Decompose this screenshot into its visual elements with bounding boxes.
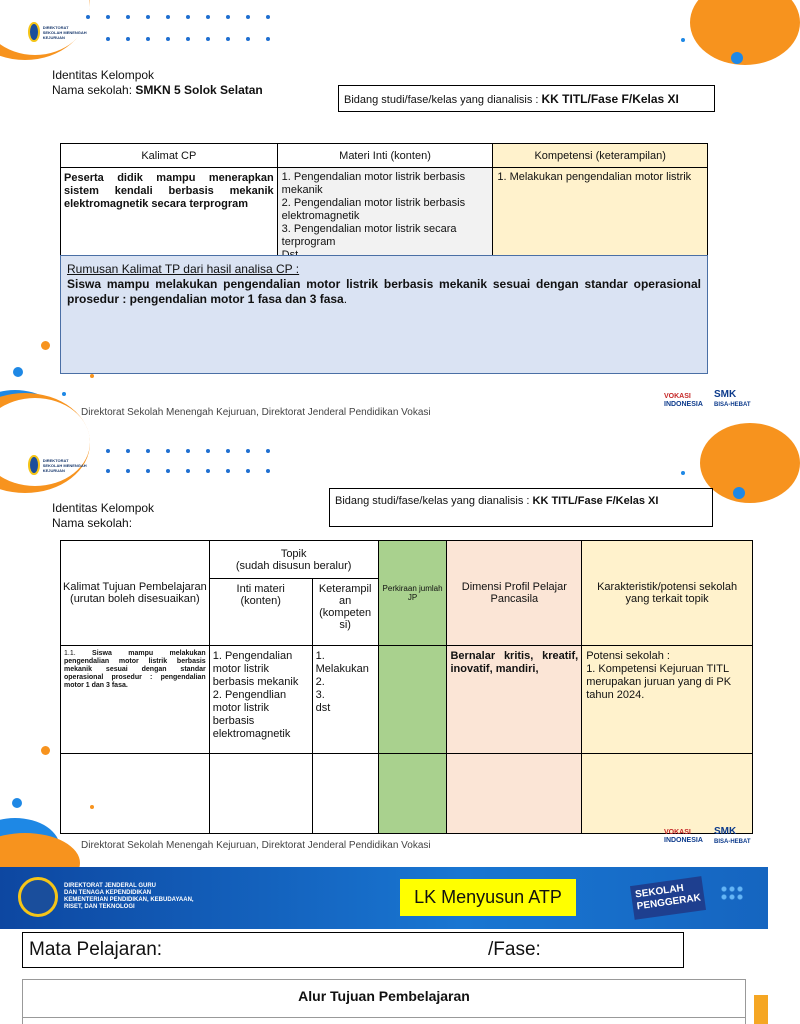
bidang-box <box>338 85 715 112</box>
inti-cell: 1. Pengendalian motor listrik berbasis mekanik 2. Pengendlian motor listrik berbasis elektromagnetik <box>209 646 312 754</box>
keterampilan-cell: 1. Melakukan 2. 3. dst <box>312 646 378 754</box>
decor-dot <box>681 38 685 42</box>
nama-sekolah-value: SMKN 5 Solok Selatan <box>135 83 263 97</box>
vokasi-text: VOKASI <box>664 829 691 836</box>
smk-sub: BISA-HEBAT <box>714 402 751 408</box>
banner-line: DAN TENAGA KEPENDIDIKAN <box>64 890 152 896</box>
banner-line: KEMENTERIAN PENDIDIKAN, KEBUDAYAAN, <box>64 897 194 903</box>
mapel-box <box>22 932 684 968</box>
kompetensi-cell: 1. Melakukan pengendalian motor listrik <box>493 168 708 257</box>
tp-cell <box>61 646 210 754</box>
logo-text: DIREKTORAT SEKOLAH MENENGAH KEJURUAN <box>42 24 87 40</box>
banner-line: RISET, DAN TEKNOLOGI <box>64 904 135 910</box>
vokasi-sub: INDONESIA <box>664 401 703 408</box>
logo <box>28 453 88 477</box>
bidang-label: Bidang studi/fase/kelas yang dianalisis : <box>335 495 533 507</box>
tp-text: Siswa mampu melakukan pengendalian motor listrik berbasis mekanik sesuai dengan standar operasional prosedur : pengendalian motor 1 dan 3 fasa. <box>64 650 206 689</box>
nama-sekolah-label: Nama sekolah: <box>52 83 136 97</box>
bidang-label: Bidang studi/fase/kelas yang dianalisis : <box>344 94 542 106</box>
decor-dot <box>41 746 50 755</box>
smk-text: SMK <box>714 826 737 837</box>
footer-text: Direktorat Sekolah Menengah Kejuruan, Direktorat Jenderal Pendidikan Vokasi <box>81 407 431 418</box>
rumusan-end: . <box>343 292 348 306</box>
decor-dot <box>90 805 94 809</box>
decor-dot <box>62 392 66 396</box>
header-kalimat-tp: Kalimat Tujuan Pembelajaran (urutan boleh disesuaikan) <box>61 541 210 646</box>
header-keterampilan: Keterampil an (kompeten si) <box>312 579 378 646</box>
lk-title: LK Menyusun ATP <box>414 887 562 907</box>
karakteristik-cell: Potensi sekolah : 1. Kompetensi Kejuruan TITL merupakan juruan yang di PK tahun 2024. <box>582 646 753 754</box>
penggerak-logo: SEKOLAH PENGGERAK <box>630 876 706 920</box>
nama-sekolah <box>52 83 263 97</box>
empty-cell <box>209 754 312 834</box>
kemdikbud-logo-icon <box>18 877 58 917</box>
slide-1 <box>0 0 768 433</box>
mapel-label: Mata Pelajaran: <box>29 939 163 960</box>
atp-table <box>60 540 753 834</box>
vokasi-logo <box>664 393 703 409</box>
grid-dots-icon <box>720 885 744 901</box>
vokasi-text: VOKASI <box>664 393 691 400</box>
rumusan-box <box>60 255 708 374</box>
tut-wuri-logo-icon <box>28 455 40 475</box>
smk-text: SMK <box>714 389 737 400</box>
header-inti-materi: Inti materi (konten) <box>209 579 312 646</box>
smk-logo <box>714 390 751 410</box>
decor-dot <box>733 487 745 499</box>
footer-text: Direktorat Sekolah Menengah Kejuruan, Direktorat Jenderal Pendidikan Vokasi <box>81 840 431 851</box>
cp-table <box>60 143 708 257</box>
empty-cell <box>312 754 378 834</box>
banner <box>0 867 768 929</box>
cp-text: Peserta didik mampu menerapkan sistem kendali berbasis mekanik elektromagnetik secara terprogram <box>61 168 278 257</box>
materi-line: 3. Pengendalian motor listrik secara terprogram <box>281 223 457 248</box>
identitas-kelompok: Identitas Kelompok <box>52 68 155 82</box>
bidang-box <box>329 488 713 527</box>
header-materi-inti: Materi Inti (konten) <box>277 144 493 168</box>
jp-cell <box>378 646 447 754</box>
jp-cell <box>378 754 447 834</box>
rumusan-text: Siswa mampu melakukan pengendalian motor listrik berbasis mekanik sesuai dengan standar operasional prosedur : pengendalian motor 1 fasa dan 3 fasa <box>67 277 701 306</box>
decor-dot <box>90 374 94 378</box>
header-kalimat-cp: Kalimat CP <box>61 144 278 168</box>
materi-line: 1. Pengendalian motor listrik berbasis mekanik <box>281 171 466 196</box>
slide-3 <box>0 867 768 1024</box>
header-kompetensi: Kompetensi (keterampilan) <box>493 144 708 168</box>
smk-sub: BISA-HEBAT <box>714 839 751 845</box>
slide-2 <box>0 433 768 867</box>
rumusan-title: Rumusan Kalimat TP dari hasil analisa CP : <box>67 262 300 276</box>
decor-blob <box>690 0 800 65</box>
decor-dot <box>13 367 23 377</box>
dimensi-cell: Bernalar kritis, kreatif, inovatif, mandiri, <box>447 646 582 754</box>
bidang-value: KK TITL/Fase F/Kelas XI <box>532 495 659 507</box>
lk-title-box <box>400 879 576 916</box>
bidang-value: KK TITL/Fase F/Kelas XI <box>541 92 679 106</box>
karakteristik-cell <box>582 754 753 834</box>
decor-blob <box>700 423 800 503</box>
vokasi-sub: INDONESIA <box>664 837 703 844</box>
header-topik: Topik (sudah disusun beralur) <box>209 541 378 579</box>
nama-sekolah-label: Nama sekolah: <box>52 516 133 530</box>
header-jp: Perkiraan jumlah JP <box>378 541 447 646</box>
fase-label: /Fase: <box>488 939 541 960</box>
decor-dot <box>12 798 22 808</box>
logo <box>28 20 88 44</box>
decor-corner <box>754 995 768 1024</box>
tp-number: 1.1. <box>64 650 93 657</box>
alur-box <box>22 979 746 1024</box>
identitas-kelompok: Identitas Kelompok <box>52 501 155 515</box>
header-dimensi: Dimensi Profil Pelajar Pancasila <box>447 541 582 646</box>
decor-dot <box>681 471 685 475</box>
dimensi-cell <box>447 754 582 834</box>
logo-text: DIREKTORAT SEKOLAH MENENGAH KEJURUAN <box>42 457 87 473</box>
tut-wuri-logo-icon <box>28 22 40 42</box>
alur-title: Alur Tujuan Pembelajaran <box>298 988 470 1004</box>
vokasi-logo <box>664 829 703 845</box>
decor-dot <box>731 52 743 64</box>
empty-cell <box>61 754 210 834</box>
banner-text <box>64 883 194 911</box>
smk-logo <box>714 827 751 847</box>
materi-line: 2. Pengendalian motor listrik berbasis elektromagnetik <box>281 197 466 222</box>
decor-dot <box>41 341 50 350</box>
materi-cell <box>277 168 493 257</box>
header-karakteristik: Karakteristik/potensi sekolah yang terkait topik <box>582 541 753 646</box>
banner-line: DIREKTORAT JENDERAL GURU <box>64 883 157 889</box>
